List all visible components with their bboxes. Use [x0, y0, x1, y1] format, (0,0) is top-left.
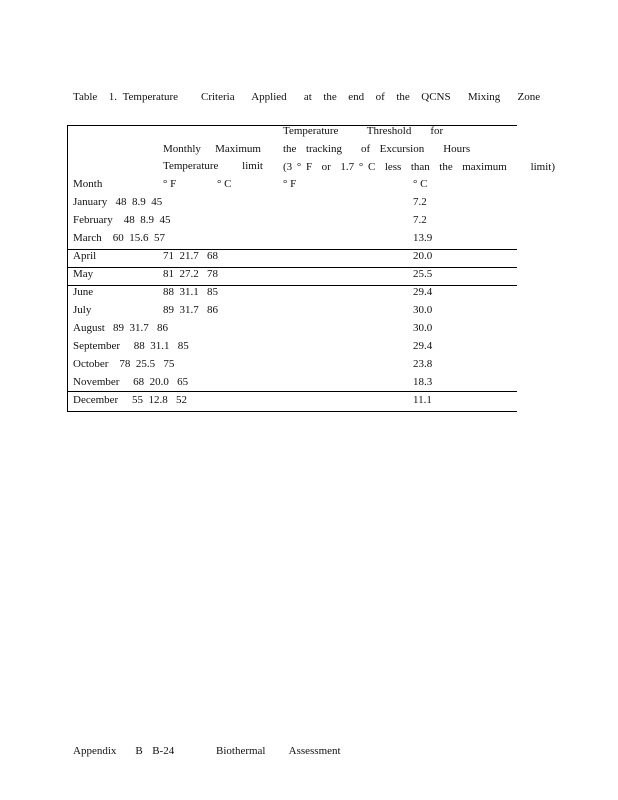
row-may-month: May	[73, 268, 94, 280]
threshold-header-line2: the tracking of Excursion Hours	[283, 143, 471, 155]
row-march-threshold-c: 13.9	[413, 232, 433, 244]
rule-before-december	[67, 391, 517, 392]
row-february-threshold-c: 7.2	[413, 214, 427, 226]
row-august: August 89 31.7 86	[73, 322, 169, 334]
unit-f-threshold: ° F	[283, 178, 297, 190]
row-april-month: April	[73, 250, 97, 262]
row-june-values: 88 31.1 85	[163, 286, 218, 298]
row-september: September 88 31.1 85	[73, 340, 189, 352]
footer-appendix: Appendix B B-24	[73, 745, 175, 757]
row-january-threshold-c: 7.2	[413, 196, 427, 208]
row-november: November 68 20.0 65	[73, 376, 189, 388]
footer-section-title: Biothermal Assessment	[216, 745, 341, 757]
row-july-values: 89 31.7 86	[163, 304, 218, 316]
month-header: Month	[73, 178, 103, 190]
table-caption: Table 1. Temperature Criteria Applied at the end of the QCNS Mixing Zone	[73, 91, 541, 103]
row-october: October 78 25.5 75	[73, 358, 175, 370]
row-march: March 60 15.6 57	[73, 232, 165, 244]
unit-c-threshold: ° C	[413, 178, 428, 190]
row-december: December 55 12.8 52	[73, 394, 187, 406]
row-june-threshold-c: 29.4	[413, 286, 433, 298]
unit-c-max: ° C	[217, 178, 232, 190]
row-september-threshold-c: 29.4	[413, 340, 433, 352]
row-december-threshold-c: 11.1	[413, 394, 432, 406]
rule-before-april	[67, 249, 517, 250]
row-april-values: 71 21.7 68	[163, 250, 218, 262]
rule-before-june	[67, 285, 517, 286]
monthly-max-header-line2: Temperature limit	[163, 160, 263, 172]
row-july-month: July	[73, 304, 92, 316]
row-november-threshold-c: 18.3	[413, 376, 433, 388]
row-may-values: 81 27.2 78	[163, 268, 218, 280]
row-may-threshold-c: 25.5	[413, 268, 433, 280]
row-january: January 48 8.9 45	[73, 196, 163, 208]
row-august-threshold-c: 30.0	[413, 322, 433, 334]
row-june-month: June	[73, 286, 94, 298]
rule-before-may	[67, 267, 517, 268]
row-october-threshold-c: 23.8	[413, 358, 433, 370]
monthly-max-header-line1: Monthly Maximum	[163, 143, 261, 155]
threshold-header-line3: (3 ° F or 1.7 ° C less than the maximum limit)	[283, 161, 556, 173]
unit-f-max: ° F	[163, 178, 177, 190]
table-bottom-rule	[67, 411, 517, 412]
row-july-threshold-c: 30.0	[413, 304, 433, 316]
row-april-threshold-c: 20.0	[413, 250, 433, 262]
threshold-header-line1: Temperature Threshold for	[283, 125, 444, 137]
row-february: February 48 8.9 45	[73, 214, 171, 226]
